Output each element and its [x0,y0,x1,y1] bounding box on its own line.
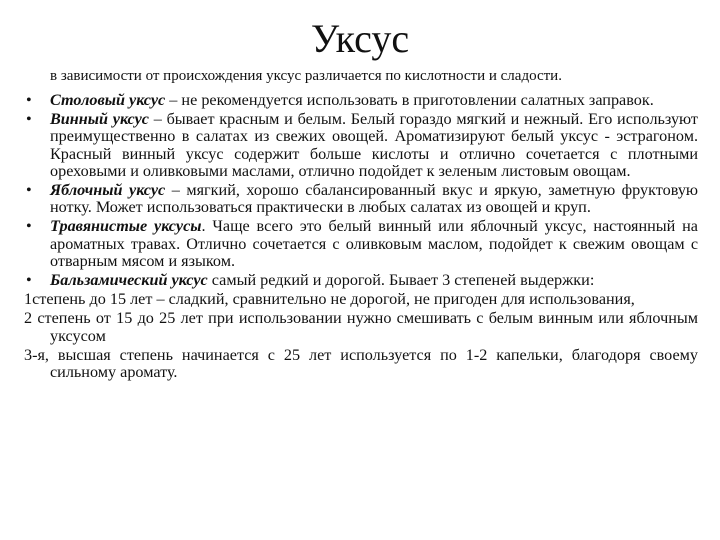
grade-line: 3-я, высшая степень начинается с 25 лет используется по 1-2 капельки, благодоря своему сильному аромату. [24,345,698,382]
bullet-icon: • [26,181,32,200]
bullet-icon: • [26,217,32,236]
bullet-item [24,272,698,289]
bullet-icon: • [26,271,32,290]
item-text: самый редкий и дорогой. Бывает 3 степеней выдержки: [207,271,595,290]
item-term: Винный уксус [50,110,149,129]
slide-subtitle: в зависимости от происхождения уксус различается по кислотности и сладости. [50,68,562,84]
item-term: Травянистые уксусы [50,217,202,236]
bullet-item [24,182,698,216]
item-text: – бывает красным и белым. Белый гораздо мягкий и нежный. Его используют преимущественно в салатах из свежих овощей. Ароматизируют белый уксус - эстрагоном. Красный винный уксус содержит больше кислоты и отлично сочетается с плотными ореховыми и оливковыми маслами, отлично подойдет к зеленым листовым овощам. [50,110,698,180]
item-term: Яблочный уксус [50,181,166,200]
item-term: Столовый уксус [50,91,166,109]
item-text: – мягкий, хорошо сбалансированный вкус и яркую, заметную фруктовую нотку. Может использоваться практически в любых салатах из овощей и круп. [50,181,699,217]
slide-body [24,92,698,383]
bullet-item [24,111,698,180]
bullet-icon: • [26,91,32,109]
grade-line: 2 степень от 15 до 25 лет при использовании нужно смешивать с белым винным или яблочным уксусом [24,309,698,345]
grade-line: 1степень до 15 лет – сладкий, сравнительно не дорогой, не пригоден для использования, [24,290,635,309]
item-text: – не рекомендуется использовать в приготовлении салатных заправок. [165,91,654,109]
bullet-icon: • [26,110,32,129]
item-term: Бальзамический уксус [50,271,208,290]
bullet-item [24,218,698,270]
item-text: . Чаще всего это белый винный или яблочный уксус, настоянный на ароматных травах. Отлично сочетается с оливковым маслом, подойдет к свежим овощам с отварным мясом и языком. [50,217,698,270]
bullet-item [24,92,698,109]
slide-title: Уксус [310,16,410,61]
